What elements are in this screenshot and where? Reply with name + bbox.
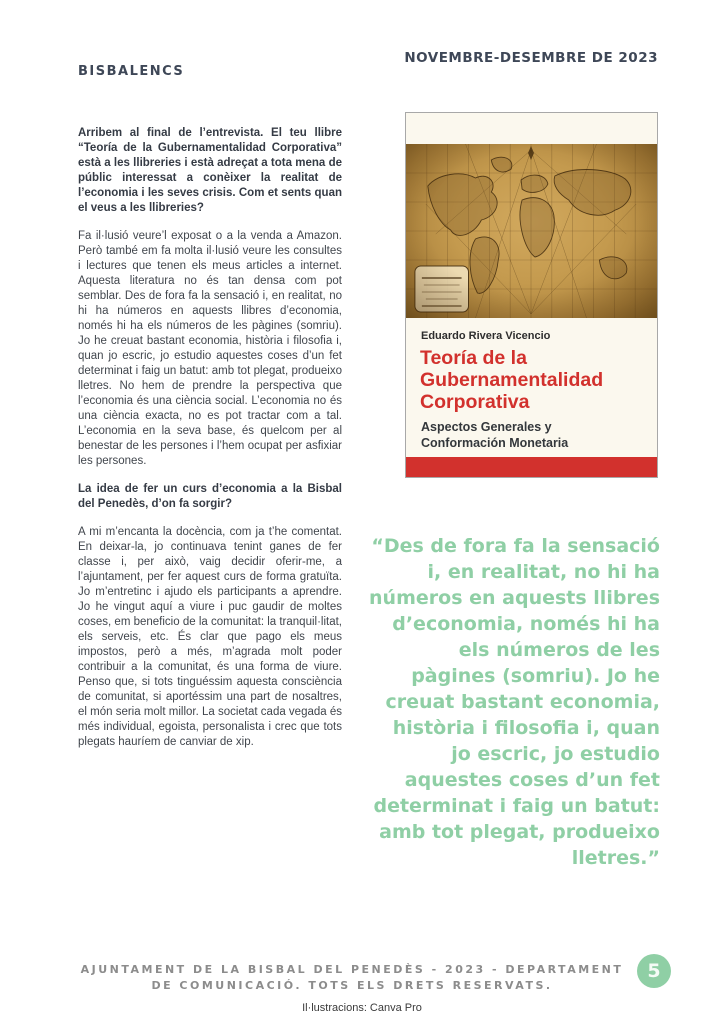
antique-world-map-illustration <box>406 144 657 318</box>
interview-question-1: Arribem al final de l’entrevista. El teu llibre “Teoría de la Gubernamentalidad Corporativa” està a les llibreries i està adreçat a tota mena de públic interessat a conèixer la realitat de l’economia i les seves crisis. Com et sents quan el veus a les llibreries? <box>78 127 342 214</box>
footer-rights-line: AJUNTAMENT DE LA BISBAL DEL PENEDÈS - 2023 - DEPARTAMENT DE COMUNICACIÓ. TOTS ELS DRETS RESERVATS. <box>80 963 624 992</box>
interview-answer-2: A mi m’encanta la docència, com ja t’he comentat. En deixar-la, jo continuava tenint ganes de fer classe i, per això, vaig decidir oferir-me, a l’ajuntament, per fer aquest curs de forma gratuïta. Jo m’entretinc i ajudo els participants a aprendre. Jo he vingut aquí a viure i puc gaudir de moltes coses, em beneficio de la comunitat: la tranquil·litat, els serveis, etc. És clar que pago els meus impostos, però a més, m’agrada molt poder contribuir a la comunitat, és una forma de viure. Penso que, si tots tinguéssim aquesta consciència de comunitat, si aportéssim una part de nosaltres, el món seria molt millor. La societat cada vegada és més individual, egoista, personalista i crec que tots plegats hauríem de canviar de xip. <box>78 526 342 748</box>
book-title: Teoría de la Gubernamentalidad Corporativa <box>420 347 604 413</box>
page-number-badge <box>637 954 671 988</box>
article-column <box>78 122 342 763</box>
book-cover-red-band <box>406 457 657 477</box>
page-number: 5 <box>647 960 661 982</box>
masthead-title: BISBALENCS <box>78 64 185 79</box>
book-author: Eduardo Rivera Vicencio <box>421 330 551 342</box>
pull-quote: “Des de fora fa la sensació i, en realitat, no hi ha números en aquests llibres d’economia, només hi ha els números de les pàgines (somriu). Jo he creuat bastant economia, història i filosofia i, quan jo escric, jo estudio aquestes coses d’un fet determinat i faig un batut: amb tot plegat, produeixo lletres.” <box>369 535 660 869</box>
issue-date: NOVEMBRE-DESEMBRE DE 2023 <box>404 50 658 66</box>
interview-question-2: La idea de fer un curs d’economia a la Bisbal del Penedès, d’on fa sorgir? <box>78 483 342 510</box>
interview-answer-1: Fa il·lusió veure’l exposat o a la venda a Amazon. Però també em fa molta il·lusió veure les consultes i lectures que tenen els meus articles a internet. Aquesta literatura no és tan densa com pot semblar. Des de fora fa la sensació i, en realitat, no hi ha números en aquests llibres d’economia, només hi ha els números de les pàgines (somriu). Jo he creuat bastant economia, història i filosofia i, quan jo escric, jo estudio aquestes coses d’un fet determinat i faig un batut: amb tot plegat, produeixo lletres. No hem de prendre la perspectiva que l’economia és una ciència social. L’economia no és una ciència exacta, no es pot tractar com a tal. L’economia en la seva base, és quelcom per al benestar de les persones i l’hem ocupat per asfixiar les persones. <box>78 230 342 467</box>
book-cover-image <box>405 112 658 478</box>
illustrations-credit: Il·lustracions: Canva Pro <box>302 1002 422 1014</box>
book-subtitle: Aspectos Generales y Conformación Monetaria <box>421 420 569 450</box>
